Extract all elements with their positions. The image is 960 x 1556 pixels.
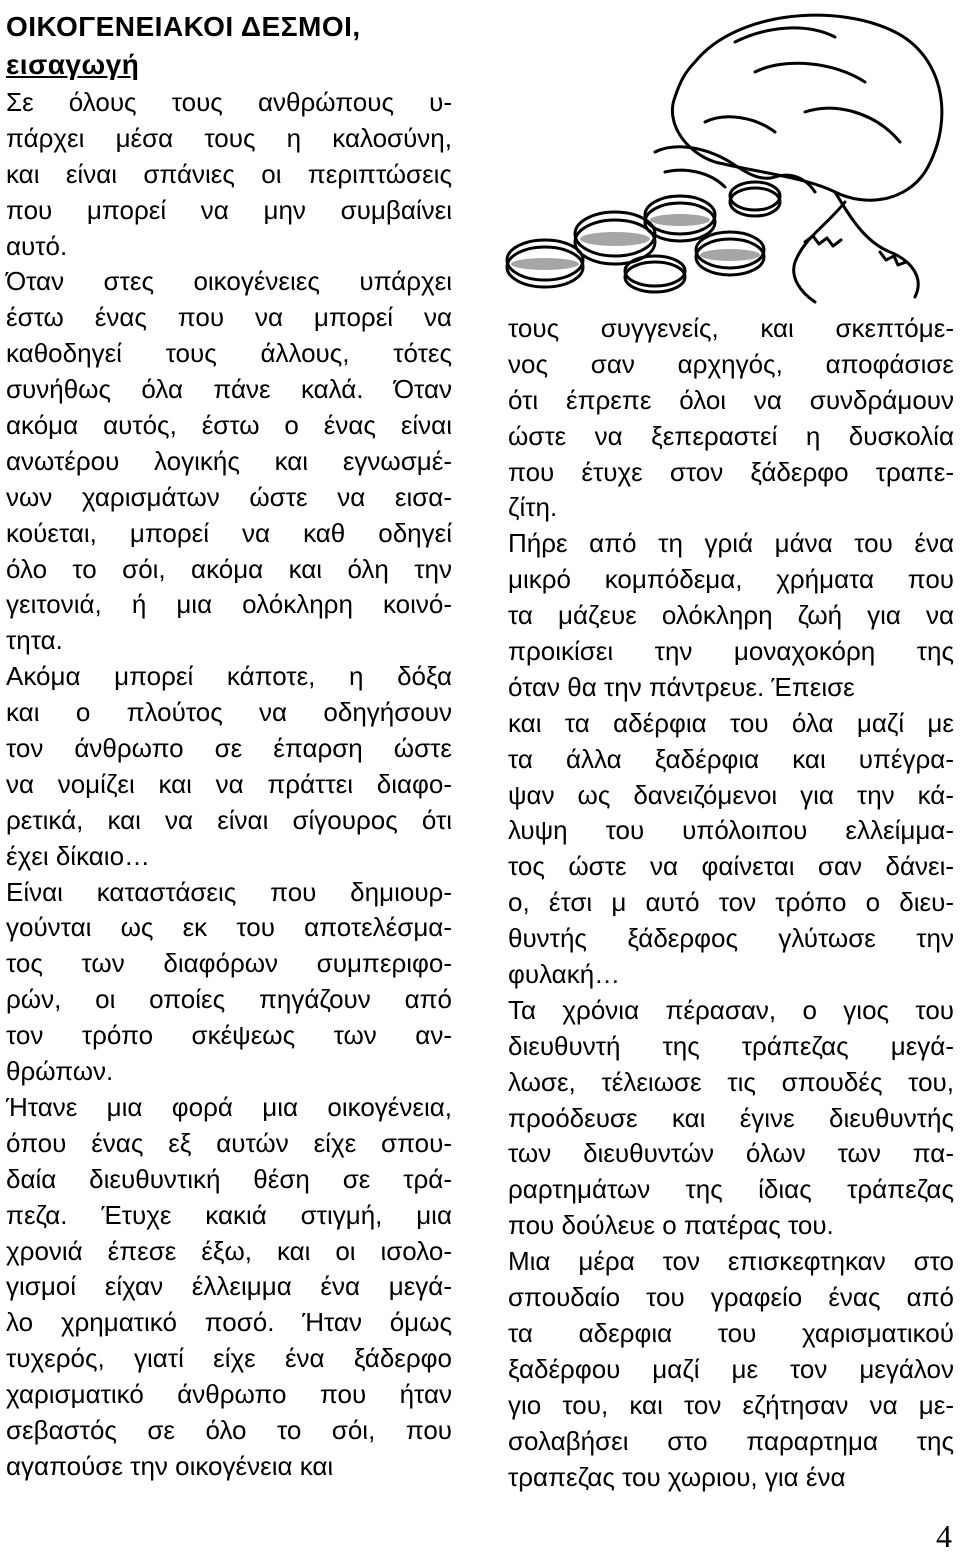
text-line: ρών, οι οποίες πηγάζουν από xyxy=(6,984,452,1015)
text-line: νων χαρισμάτων ώστε να εισα- xyxy=(6,481,452,512)
text-line: καθοδηγεί τους άλλους, τότες xyxy=(6,338,452,369)
text-line: τητα. xyxy=(6,625,63,656)
text-line: μικρό κομπόδεμα, χρήματα που xyxy=(508,564,954,595)
text-line: των διευθυντών όλων των πα- xyxy=(508,1138,954,1169)
text-line: κούεται, μπορεί να καθ οδηγεί xyxy=(6,517,452,548)
text-line: προόδευσε και έγινε διευθυντής xyxy=(508,1102,954,1133)
text-line: τον τρόπο σκέψεως των αν- xyxy=(6,1020,452,1051)
right-text-column xyxy=(508,311,954,1495)
text-line: προικίσει την μοναχοκόρη της xyxy=(508,636,954,667)
text-line: χρονιά έπεσε έξω, και οι ισολο- xyxy=(6,1235,452,1266)
page-number: 4 xyxy=(936,1518,952,1554)
text-line: τα αδερφια του χαρισματικού xyxy=(508,1317,954,1348)
text-line: γιο του, και τον εζήτησαν να με- xyxy=(508,1389,954,1420)
text-line: θυντής ξάδερφος γλύτωσε την xyxy=(508,923,954,954)
text-line: ο, έτσι μ αυτό τον τρόπο ο διευ- xyxy=(508,887,954,918)
text-line: Τα χρόνια πέρασαν, ο γιος του xyxy=(508,994,954,1025)
text-line: πεζα. Έτυχε κακιά στιγμή, μια xyxy=(6,1199,452,1230)
text-line: έστω ένας που να μπορεί να xyxy=(6,302,452,333)
text-line: ώστε να ξεπεραστεί η δυσκολία xyxy=(508,420,954,451)
text-line: πάρχει μέσα τους η καλοσύνη, xyxy=(6,122,452,153)
text-line: νος σαν αρχηγός, αποφάσισε xyxy=(508,348,954,379)
text-line: χαρισματικό άνθρωπο που ήταν xyxy=(6,1379,452,1410)
text-line: όπου ένας εξ αυτών είχε σπου- xyxy=(6,1127,452,1158)
text-line: τα άλλα ξαδέρφια και υπέγρα- xyxy=(508,743,954,774)
text-line: διευθυντή της τράπεζας μεγά- xyxy=(508,1030,954,1061)
text-line: λωσε, τέλειωσε τις σπουδές του, xyxy=(508,1066,954,1097)
text-line: τον άνθρωπο σε έπαρση ώστε xyxy=(6,733,452,764)
text-line: Όταν στες οικογένειες υπάρχει xyxy=(6,266,452,297)
text-line: Μια μέρα τον επισκεφτηκαν στο xyxy=(508,1246,954,1277)
text-line: δαία διευθυντική θέση σε τρά- xyxy=(6,1163,452,1194)
text-line: Είναι καταστάσεις που δημιουρ- xyxy=(6,876,452,907)
text-line: τραπεζας του χωριου, για ένα xyxy=(508,1461,846,1492)
text-line: φυλακή… xyxy=(508,959,621,990)
text-line: Ήτανε μια φορά μια οικογένεια, xyxy=(6,1091,452,1122)
text-line: θρώπων. xyxy=(6,1056,114,1087)
text-line: ακόμα αυτός, έστω ο ένας είναι xyxy=(6,410,452,441)
text-line: τυχερός, γιατί είχε ένα ξάδερφο xyxy=(6,1343,452,1374)
text-line: συνήθως όλα πάνε καλά. Όταν xyxy=(6,374,452,405)
text-line: λο χρηματικό ποσό. Ήταν όμως xyxy=(6,1307,452,1338)
text-line: ρετικά, και να είναι σίγουρος ότι xyxy=(6,804,452,835)
money-bag-illustration xyxy=(505,2,957,307)
text-line: λυψη του υπόλοιπου ελλείμμα- xyxy=(508,815,954,846)
text-line: Πήρε από τη γριά μάνα του ένα xyxy=(508,528,954,559)
text-line: και ο πλούτος να οδηγήσουν xyxy=(6,697,452,728)
left-text-column xyxy=(6,85,452,1485)
text-line: που δούλευε ο πατέρας του. xyxy=(508,1210,834,1241)
text-line: τος ώστε να φαίνεται σαν δάνει- xyxy=(508,851,954,882)
text-line: αυτό. xyxy=(6,230,68,261)
text-line: και είναι σπάνιες οι περιπτώσεις xyxy=(6,158,452,189)
article-title xyxy=(6,8,456,84)
text-line: Ακόμα μπορεί κάποτε, η δόξα xyxy=(6,661,452,692)
text-line: όταν θα την πάντρευε. Έπεισε xyxy=(508,671,855,702)
text-line: γούνται ως εκ του αποτελέσμα- xyxy=(6,912,452,943)
text-line: ψαν ως δανειζόμενοι για την κά- xyxy=(508,779,954,810)
text-line: ανωτέρου λογικής και εγνωσμέ- xyxy=(6,445,452,476)
text-line: γισμοί είχαν έλλειμμα ένα μεγά- xyxy=(6,1271,452,1302)
text-line: και τα αδέρφια του όλα μαζί με xyxy=(508,707,954,738)
text-line: ραρτημάτων της ίδιας τράπεζας xyxy=(508,1174,954,1205)
text-line: που μπορεί να μην συμβαίνει xyxy=(6,194,452,225)
title-main: ΟΙΚΟΓΕΝΕΙΑΚΟΙ ΔΕΣΜΟΙ, xyxy=(6,11,361,42)
text-line: Σε όλους τους ανθρώπους υ- xyxy=(6,87,452,117)
text-line: έχει δίκαιο… xyxy=(6,840,151,871)
text-line: όλο το σόι, ακόμα και όλη την xyxy=(6,553,452,584)
text-line: σολαβήσει στο παραρτημα της xyxy=(508,1425,954,1456)
text-line: που έτυχε στον ξάδερφο τραπε- xyxy=(508,456,954,487)
text-line: ζίτη. xyxy=(508,492,558,523)
text-line: τα μάζευε ολόκληρη ζωή για να xyxy=(508,600,954,631)
text-line: τος των διαφόρων συμπεριφο- xyxy=(6,948,452,979)
text-line: σεβαστός σε όλο το σόι, που xyxy=(6,1414,452,1445)
text-line: να νομίζει και να πράττει διαφο- xyxy=(6,768,452,799)
text-line: σπουδαίο του γραφείο ένας από xyxy=(508,1282,954,1313)
text-line: γειτονιά, ή μια ολόκληρη κοινό- xyxy=(6,589,452,620)
title-subtitle: εισαγωγή xyxy=(6,49,140,80)
text-line: ότι έπρεπε όλοι να συνδράμουν xyxy=(508,384,954,415)
text-line: ξαδέρφου μαζί με τον μεγάλον xyxy=(508,1353,954,1384)
text-line: τους συγγενείς, και σκεπτόμε- xyxy=(508,313,954,343)
text-line: αγαπούσε την οικογένεια και xyxy=(6,1450,334,1481)
